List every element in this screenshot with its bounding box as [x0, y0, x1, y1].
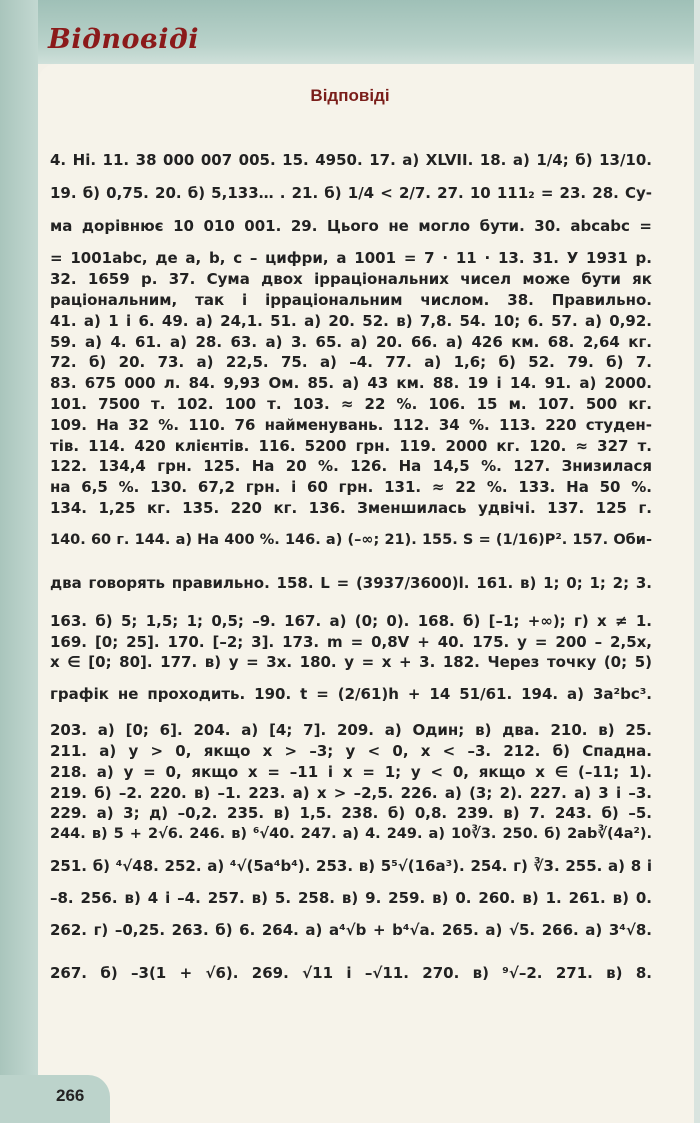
side-band	[0, 0, 38, 1123]
answer-line: 32. 1659 р. 37. Сума двох ірраціональних чисел може бути як	[50, 270, 652, 289]
answer-line: 59. а) 4. 61. а) 28. 63. а) 3. 65. а) 20. 66. а) 426 км. 68. 2,64 кг.	[50, 332, 652, 351]
answer-line: 211. а) y > 0, якщо x > –3; y < 0, x < –3. 212. б) Спадна.	[50, 741, 652, 760]
answer-line: 229. а) 3; д) –0,2. 235. в) 1,5. 238. б) 0,8. 239. в) 7. 243. б) –5.	[50, 804, 652, 823]
answer-line: 109. На 32 %. 110. 76 найменувань. 112. 34 %. 113. 220 студен-	[50, 415, 652, 434]
page-number-tab	[0, 1075, 110, 1123]
answer-line: 83. 675 000 л. 84. 9,93 Ом. 85. а) 43 км. 88. 19 і 14. 91. а) 2000.	[50, 374, 652, 393]
section-label: Відповіді	[48, 24, 200, 55]
answer-line: 163. б) 5; 1,5; 1; 0,5; –9. 167. а) (0; 0). 168. б) [–1; +∞); г) x ≠ 1.	[50, 611, 652, 630]
page-number: 266	[56, 1086, 85, 1105]
answer-line: –8. 256. в) 4 і –4. 257. в) 5. 258. в) 9. 259. в) 0. 260. в) 1. 261. в) 0.	[50, 888, 652, 907]
answer-line: = 1001abc, де a, b, c – цифри, а 1001 = 7 · 11 · 13. 31. У 1931 р.	[50, 249, 652, 268]
answer-line: 134. 1,25 кг. 135. 220 кг. 136. Зменшилась удвічі. 137. 125 г.	[50, 498, 652, 517]
answer-line: 140. 60 г. 144. а) На 400 %. 146. а) (–∞; 21). 155. S = (1/16)P². 157. Оби-	[50, 531, 652, 548]
page-title: Відповіді	[310, 86, 390, 105]
answer-line: 251. б) ⁴√48. 252. а) ⁴√(5a⁴b⁴). 253. в) 5⁵√(16a³). 254. г) ∛3. 255. а) 8 і	[50, 856, 652, 875]
answer-line: ма дорівнює 10 010 001. 29. Цього не могло бути. 30. abcabc =	[50, 216, 652, 235]
page-edge	[694, 0, 700, 1123]
answer-line: 101. 7500 т. 102. 100 т. 103. ≈ 22 %. 106. 15 м. 107. 500 кг.	[50, 394, 652, 413]
answer-line: 19. б) 0,75. 20. б) 5,133… . 21. б) 1/4 < 2/7. 27. 10 111₂ = 23. 28. Су-	[50, 183, 652, 202]
answer-line: на 6,5 %. 130. 67,2 грн. і 60 грн. 131. ≈ 22 %. 133. На 50 %.	[50, 478, 652, 497]
answer-line: 244. в) 5 + 2√6. 246. в) ⁶√40. 247. а) 4. 249. а) 10∛3. 250. б) 2ab∛(4a²).	[50, 826, 652, 843]
answer-line: 41. а) 1 і 6. 49. а) 24,1. 51. а) 20. 52. в) 7,8. 54. 10; 6. 57. а) 0,92.	[50, 311, 652, 330]
answer-line: 219. б) –2. 220. в) –1. 223. а) x > –2,5. 226. а) (3; 2). 227. а) 3 і –3.	[50, 783, 652, 802]
answer-line: 267. б) –3(1 + √6). 269. √11 і –√11. 270. в) ⁹√–2. 271. в) 8.	[50, 963, 652, 982]
answer-line: раціональним, так і ірраціональним числом. 38. Правильно.	[50, 290, 652, 309]
answer-line: тів. 114. 420 клієнтів. 116. 5200 грн. 119. 2000 кг. 120. ≈ 327 т.	[50, 436, 652, 455]
answer-line: графік не проходить. 190. t = (2/61)h + 14 51/61. 194. а) 3a²bc³.	[50, 685, 652, 704]
answers-block	[50, 150, 652, 995]
answer-line: 72. б) 20. 73. а) 22,5. 75. а) –4. 77. а) 1,6; б) 52. 79. б) 7.	[50, 353, 652, 372]
answer-line: 122. 134,4 грн. 125. На 20 %. 126. На 14,5 %. 127. Знизилася	[50, 457, 652, 476]
answer-line: 203. а) [0; 6]. 204. а) [4; 7]. 209. а) Один; в) два. 210. в) 25.	[50, 721, 652, 740]
answer-line: 4. Ні. 11. 38 000 007 005. 15. 4950. 17. а) XLVII. 18. а) 1/4; б) 13/10.	[50, 151, 652, 169]
answer-line: два говорять правильно. 158. L = (3937/3600)l. 161. в) 1; 0; 1; 2; 3.	[50, 573, 652, 592]
answer-line: 262. г) –0,25. 263. б) 6. 264. а) a⁴√b + b⁴√a. 265. а) √5. 266. а) 3⁴√8.	[50, 920, 652, 939]
answer-line: 169. [0; 25]. 170. [–2; 3]. 173. m = 0,8V + 40. 175. y = 200 – 2,5x,	[50, 632, 652, 651]
answer-line: 218. а) y = 0, якщо x = –11 і x = 1; y < 0, якщо x ∈ (–11; 1).	[50, 762, 652, 781]
answer-line: x ∈ [0; 80]. 177. в) y = 3x. 180. y = x + 3. 182. Через точку (0; 5)	[50, 653, 652, 672]
